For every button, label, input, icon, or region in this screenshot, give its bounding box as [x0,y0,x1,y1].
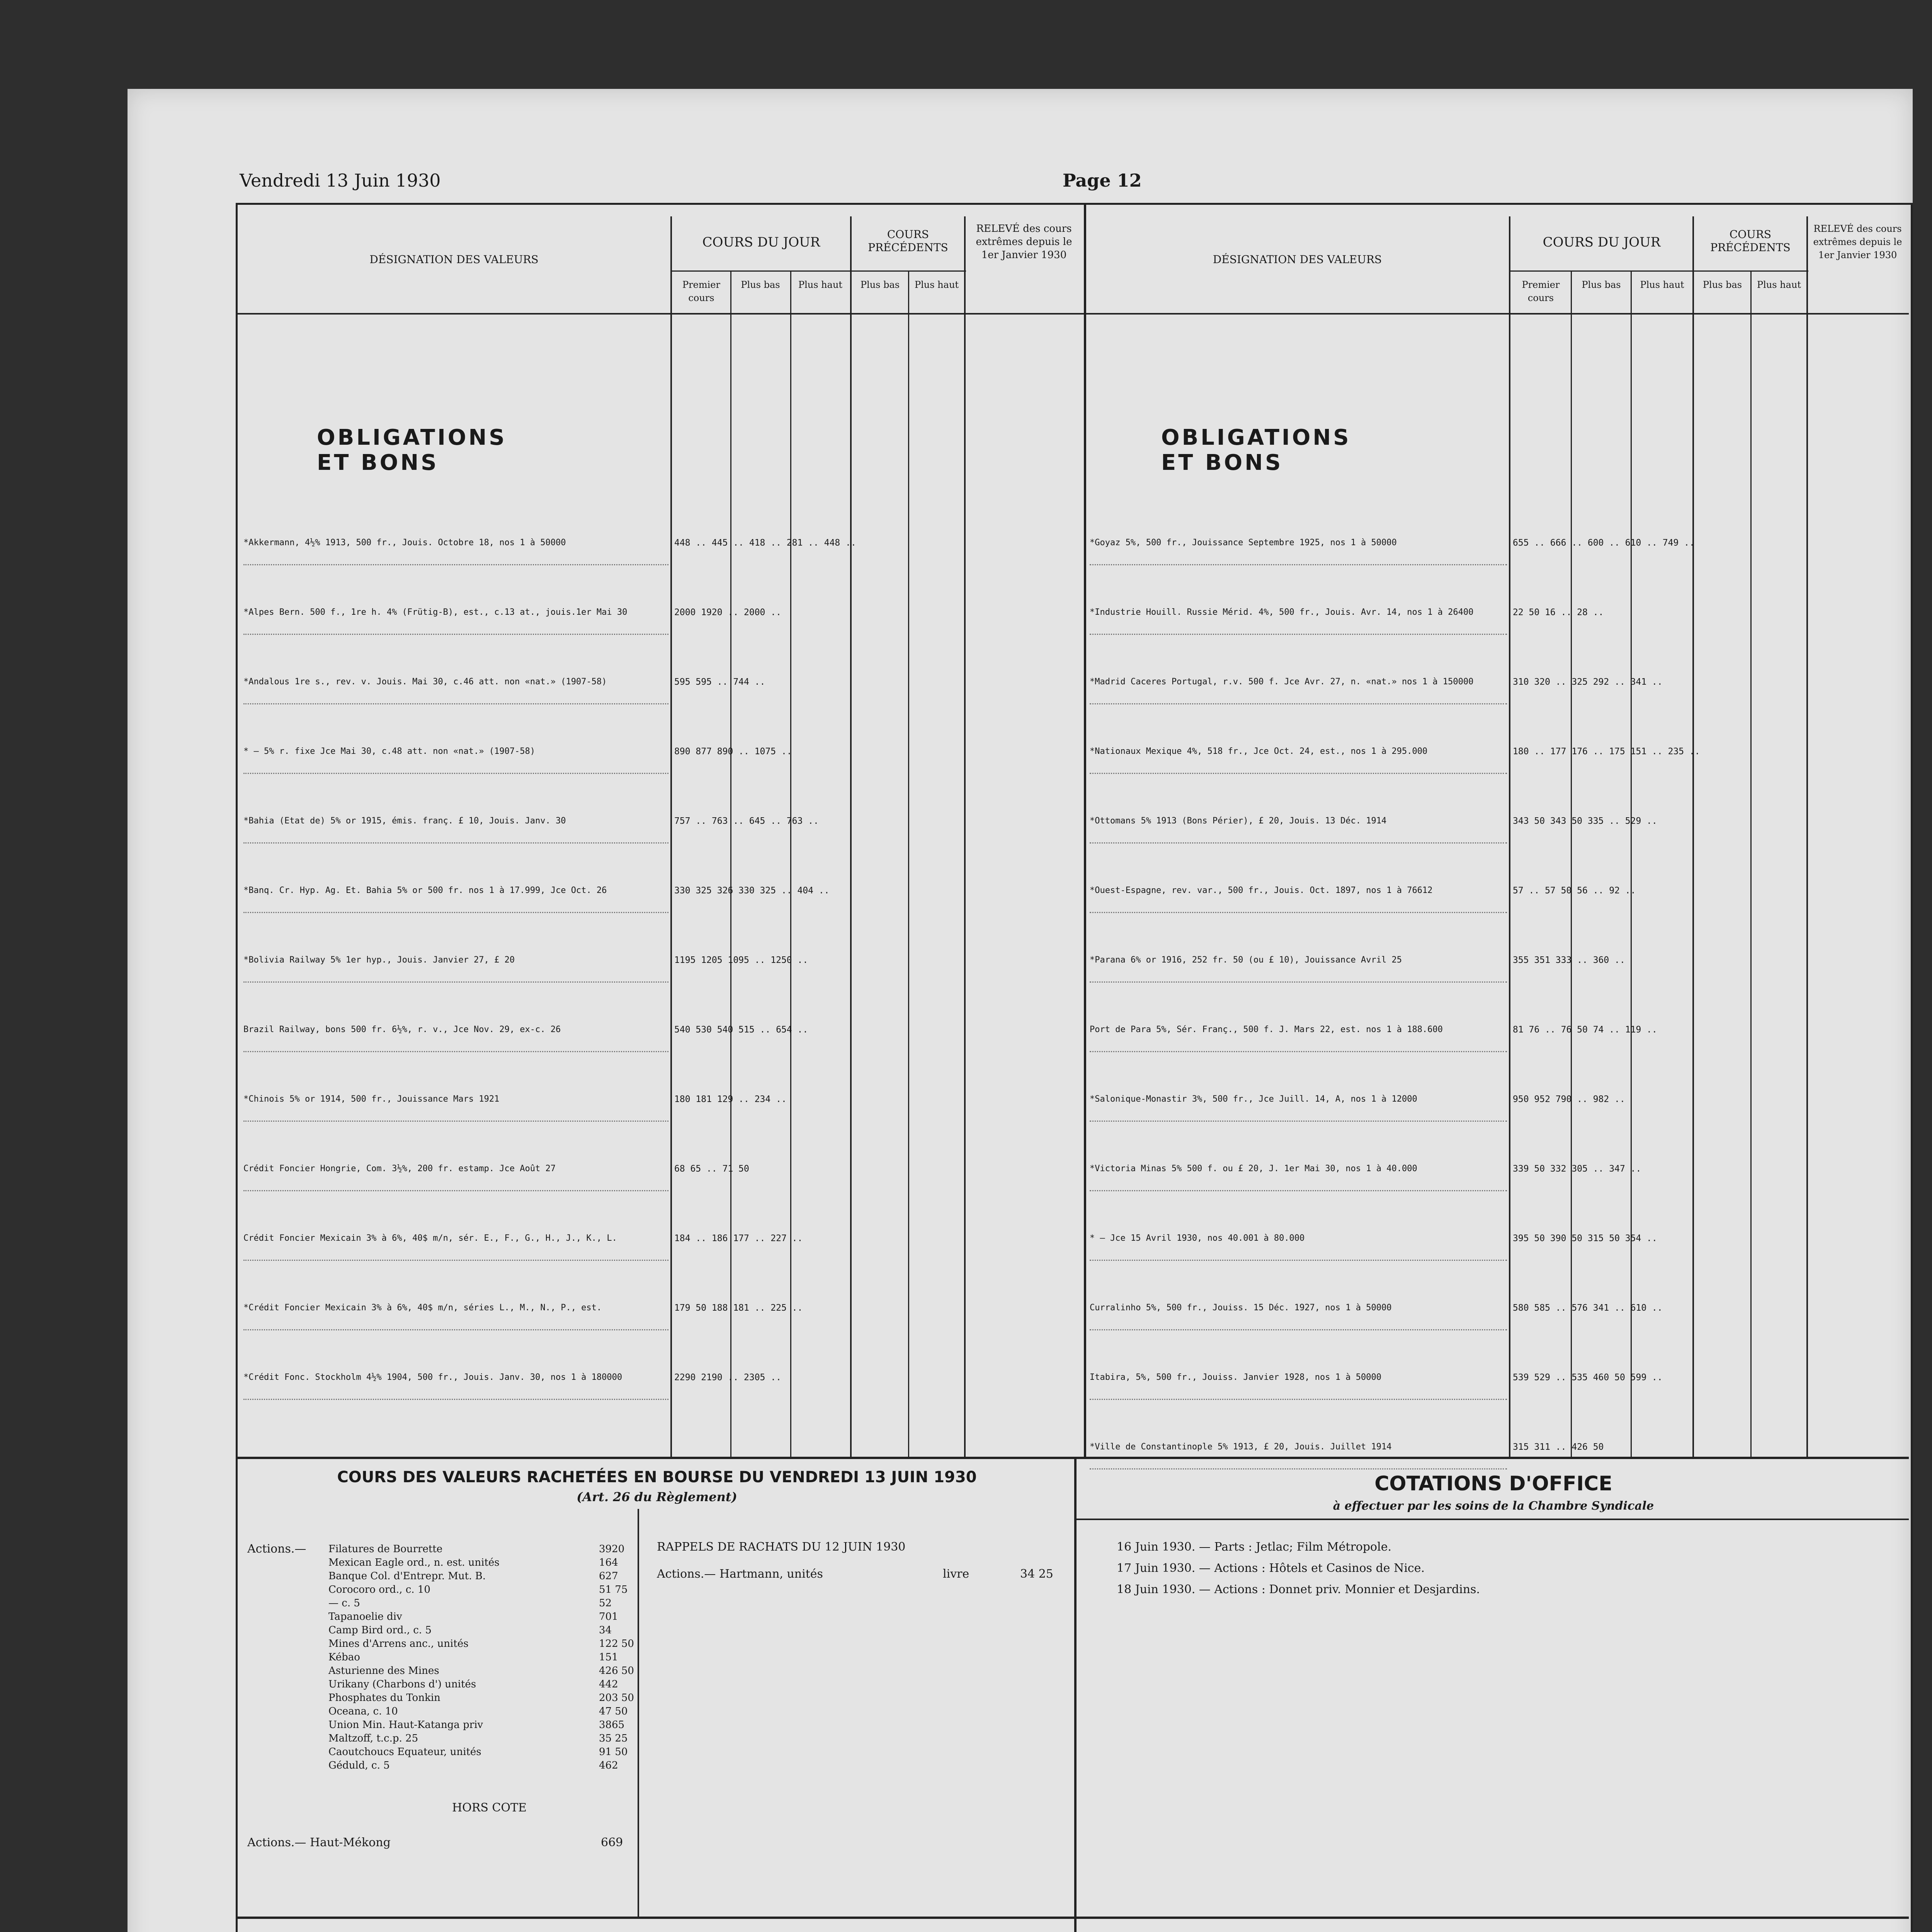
hors-cote-title: HORS COTE [452,1801,527,1815]
rachat-value: 3920 [599,1543,625,1555]
rachat-name: Filatures de Bourrette [328,1543,443,1555]
plus-bas-header: Plus bas [1582,279,1621,290]
obligation-name: *Ottomans 5% 1913 (Bons Périer), £ 20, Jouis. 13 Déc. 1914 [1090,816,1387,826]
page-number: Page 12 [1063,170,1142,191]
dot-leader [1090,634,1507,635]
dot-leader [1090,1399,1507,1400]
obligation-values: 950 952 790 .. 982 .. [1513,1094,1625,1104]
dot-leader [1090,1468,1507,1469]
obligation-values: 595 595 .. 744 .. [674,677,765,687]
obligation-name: *Bolivia Railway 5% 1er hyp., Jouis. Janvier 27, £ 20 [243,955,515,965]
dot-leader [1090,1051,1507,1052]
rachat-name: Phosphates du Tonkin [328,1692,440,1704]
prec-haut-header: Plus haut [1757,279,1801,290]
rachat-name: Corocoro ord., c. 10 [328,1584,430,1595]
header-rule [238,313,1084,315]
prec-bas-header: Plus bas [860,279,900,290]
dot-leader [1090,1190,1507,1191]
rachat-value: 35 25 [599,1733,628,1744]
obligation-name: *Goyaz 5%, 500 fr., Jouissance Septembre 1925, nos 1 à 50000 [1090,538,1397,548]
obligation-name: * — Jce 15 Avril 1930, nos 40.001 à 80.000 [1090,1233,1305,1243]
dot-leader [1090,703,1507,704]
designation-header: DÉSIGNATION DES VALEURS [1213,253,1382,266]
col-rule [730,270,731,1457]
releve-header: RELEVÉ des cours extrêmes depuis le 1er Janvier 1930 [976,223,1072,261]
obligation-name: *Crédit Foncier Mexicain 3% à 6%, 40$ m/n, séries L., M., N., P., est. [243,1303,602,1313]
header-rule [1086,313,1909,315]
rappels-rachats-unit: livre [943,1567,969,1581]
obligation-values: 448 .. 445 .. 418 .. 281 .. 448 .. [674,538,856,548]
header-rule [1509,270,1808,272]
obligation-values: 180 181 129 .. 234 .. [674,1094,787,1104]
dot-leader [243,912,668,913]
rachat-value: 701 [599,1611,618,1622]
obligation-name: *Banq. Cr. Hyp. Ag. Et. Bahia 5% or 500 fr. nos 1 à 17.999, Jce Oct. 26 [243,886,607,895]
dot-leader [243,1190,668,1191]
section-title: OBLIGATIONS ET BONS [1161,425,1351,475]
obligation-values: 890 877 890 .. 1075 .. [674,747,792,757]
cours-precedents-header: COURS PRÉCÉDENTS [868,228,948,254]
cotation-line: 17 Juin 1930. — Actions : Hôtels et Casinos de Nice. [1117,1561,1425,1575]
dot-leader [243,1260,668,1261]
rachat-name: Urikany (Charbons d') unités [328,1679,476,1690]
section-rule [238,1917,1909,1919]
section-rule [238,1457,1909,1459]
obligation-name: *Bahia (Etat de) 5% or 1915, émis. franç. £ 10, Jouis. Janv. 30 [243,816,566,826]
rachat-value: 203 50 [599,1692,634,1704]
col-rule [964,216,966,1457]
obligation-name: Curralinho 5%, 500 fr., Jouiss. 15 Déc. 1927, nos 1 à 50000 [1090,1303,1392,1313]
dot-leader [1090,1121,1507,1122]
rachat-value: 122 50 [599,1638,634,1650]
cotation-line: 16 Juin 1930. — Parts : Jetlac; Film Métropole. [1117,1540,1391,1554]
rachat-name: Maltzoff, t.c.p. 25 [328,1733,418,1744]
dot-leader [1090,1260,1507,1261]
rachat-value: 91 50 [599,1746,628,1758]
dot-leader [1090,981,1507,983]
dot-leader [243,842,668,844]
dot-leader [243,773,668,774]
obligation-values: 179 50 188 181 .. 225 .. [674,1303,803,1313]
rachat-name: Caoutchoucs Equateur, unités [328,1746,481,1758]
dot-leader [243,1329,668,1330]
hors-cote-value: 669 [601,1836,623,1849]
dot-leader [243,564,668,565]
rachat-value: 47 50 [599,1706,628,1717]
rachat-name: Banque Col. d'Entrepr. Mut. B. [328,1570,486,1582]
obligation-values: 1195 1205 1095 .. 1250 .. [674,955,808,965]
rappels-rachats-value: 34 25 [1020,1567,1053,1581]
col-rule [1631,270,1632,1457]
obligation-name: *Ville de Constantinople 5% 1913, £ 20, Jouis. Juillet 1914 [1090,1442,1392,1452]
obligation-name: Crédit Foncier Mexicain 3% à 6%, 40$ m/n, sér. E., F., G., H., J., K., L. [243,1233,617,1243]
obligation-values: 540 530 540 515 .. 654 .. [674,1025,808,1035]
obligation-name: Brazil Railway, bons 500 fr. 6½%, r. v., Jce Nov. 29, ex-c. 26 [243,1025,561,1034]
dot-leader [243,1051,668,1052]
obligation-values: 580 585 .. 576 341 .. 610 .. [1513,1303,1663,1313]
obligation-name: * — 5% r. fixe Jce Mai 30, c.48 att. non «nat.» (1907-58) [243,747,535,756]
prec-bas-header: Plus bas [1702,279,1742,290]
col-rule [1750,270,1752,1457]
col-rule [670,216,672,1457]
col-rule [638,1509,639,1917]
premier-cours-header: Premier cours [682,279,720,303]
obligation-name: *Industrie Houill. Russie Mérid. 4%, 500 fr., Jouis. Avr. 14, nos 1 à 26400 [1090,607,1474,617]
obligation-name: *Parana 6% or 1916, 252 fr. 50 (ou £ 10), Jouissance Avril 25 [1090,955,1402,965]
column-divider [1084,205,1086,1459]
cours-precedents-header: COURS PRÉCÉDENTS [1710,228,1791,254]
cotation-line: 18 Juin 1930. — Actions : Donnet priv. Monnier et Desjardins. [1117,1583,1480,1596]
obligation-values: 315 311 .. 426 50 [1513,1442,1604,1452]
dot-leader [1090,842,1507,844]
col-rule [1509,216,1510,1457]
obligation-values: 81 76 .. 76 50 74 .. 119 .. [1513,1025,1657,1035]
rachat-value: 462 [599,1760,618,1771]
obligation-values: 22 50 16 .. 28 .. [1513,607,1604,617]
dot-leader [1090,773,1507,774]
header-rule [1076,1519,1909,1520]
running-head [240,170,1862,197]
rachat-value: 627 [599,1570,618,1582]
rappels-rachats-item: Actions.— Hartmann, unités [657,1567,823,1581]
rachat-value: 426 50 [599,1665,634,1677]
cotations-subtitle: à effectuer par les soins de la Chambre Syndicale [1333,1499,1654,1513]
page-date: Vendredi 13 Juin 1930 [240,170,441,191]
obligation-name: *Akkermann, 4½% 1913, 500 fr., Jouis. Octobre 18, nos 1 à 50000 [243,538,566,548]
rachat-value: 51 75 [599,1584,628,1595]
dot-leader [1090,1329,1507,1330]
cours-jour-header: COURS DU JOUR [702,235,820,250]
rachat-name: Asturienne des Mines [328,1665,439,1677]
rachat-name: Tapanoelie div [328,1611,402,1622]
section-title: OBLIGATIONS ET BONS [317,425,507,475]
obligation-name: *Andalous 1re s., rev. v. Jouis. Mai 30, c.46 att. non «nat.» (1907-58) [243,677,607,687]
rachat-value: 34 [599,1624,612,1636]
obligation-values: 180 .. 177 176 .. 175 151 .. 235 .. [1513,747,1700,757]
cotations-title: COTATIONS D'OFFICE [1374,1472,1612,1495]
rachat-value: 52 [599,1597,612,1609]
dot-leader [1090,912,1507,913]
column-divider [1074,1459,1077,1918]
col-rule [1806,216,1808,1457]
actions-label: Actions.— [247,1542,306,1556]
plus-haut-header: Plus haut [798,279,843,290]
designation-header: DÉSIGNATION DES VALEURS [369,253,539,266]
rachat-value: 164 [599,1557,618,1568]
col-rule [1692,216,1694,1457]
obligation-values: 355 351 333 .. 360 .. [1513,955,1625,965]
dot-leader [243,703,668,704]
premier-cours-header: Premier cours [1522,279,1560,303]
plus-bas-header: Plus bas [741,279,780,290]
dot-leader [1090,564,1507,565]
obligation-name: *Salonique-Monastir 3%, 500 fr., Jce Juill. 14, A, nos 1 à 12000 [1090,1094,1417,1104]
hors-cote-item: Actions.— Haut-Mékong [247,1836,391,1849]
column-divider [1074,1918,1077,1932]
rachat-value: 3865 [599,1719,625,1731]
obligation-name: *Nationaux Mexique 4%, 518 fr., Jce Oct. 24, est., nos 1 à 295.000 [1090,747,1428,756]
obligation-values: 2000 1920 .. 2000 .. [674,607,781,617]
obligation-name: *Madrid Caceres Portugal, r.v. 500 f. Jce Avr. 27, n. «nat.» nos 1 à 150000 [1090,677,1474,687]
obligation-name: Port de Para 5%, Sér. Franç., 500 f. J. Mars 22, est. nos 1 à 188.600 [1090,1025,1443,1034]
obligation-values: 310 320 .. 325 292 .. 341 .. [1513,677,1663,687]
obligation-values: 184 .. 186 177 .. 227 .. [674,1233,803,1243]
col-rule [850,216,852,1457]
rachat-name: Oceana, c. 10 [328,1706,398,1717]
rachetees-title: COURS DES VALEURS RACHETÉES EN BOURSE DU VENDREDI 13 JUIN 1930 [337,1468,977,1486]
dot-leader [243,1121,668,1122]
obligation-values: 539 529 .. 535 460 50 599 .. [1513,1372,1663,1383]
col-rule [908,270,909,1457]
obligation-name: Itabira, 5%, 500 fr., Jouiss. Janvier 1928, nos 1 à 50000 [1090,1372,1381,1382]
col-rule [790,270,791,1457]
col-rule [1571,270,1572,1457]
plus-haut-header: Plus haut [1640,279,1684,290]
dot-leader [243,1399,668,1400]
obligation-values: 68 65 .. 71 50 [674,1164,749,1174]
rachetees-subtitle: (Art. 26 du Règlement) [577,1490,737,1504]
header-rule [670,270,966,272]
rachat-name: Union Min. Haut-Katanga priv [328,1719,483,1731]
obligation-name: *Crédit Fonc. Stockholm 4½% 1904, 500 fr., Jouis. Janv. 30, nos 1 à 180000 [243,1372,622,1382]
obligation-values: 655 .. 666 .. 600 .. 610 .. 749 .. [1513,538,1695,548]
cours-jour-header: COURS DU JOUR [1543,235,1661,250]
rachat-name: Kébao [328,1651,360,1663]
rachat-value: 442 [599,1679,618,1690]
obligation-name: Crédit Foncier Hongrie, Com. 3½%, 200 fr. estamp. Jce Août 27 [243,1164,556,1173]
rappels-rachats-title: RAPPELS DE RACHATS DU 12 JUIN 1930 [657,1540,906,1554]
obligation-name: *Ouest-Espagne, rev. var., 500 fr., Jouis. Oct. 1897, nos 1 à 76612 [1090,886,1433,895]
obligation-name: *Victoria Minas 5% 500 f. ou £ 20, J. 1er Mai 30, nos 1 à 40.000 [1090,1164,1417,1173]
obligation-values: 330 325 326 330 325 .. 404 .. [674,886,830,896]
obligation-name: *Chinois 5% or 1914, 500 fr., Jouissance Mars 1921 [243,1094,500,1104]
dot-leader [243,634,668,635]
obligation-values: 2290 2190 .. 2305 .. [674,1372,781,1383]
rachat-value: 151 [599,1651,618,1663]
rachat-name: Camp Bird ord., c. 5 [328,1624,432,1636]
rachat-name: Mines d'Arrens anc., unités [328,1638,469,1650]
obligation-values: 757 .. 763 .. 645 .. 763 .. [674,816,819,826]
obligation-name: *Alpes Bern. 500 f., 1re h. 4% (Frütig-B), est., c.13 at., jouis.1er Mai 30 [243,607,628,617]
rachat-name: Mexican Eagle ord., n. est. unités [328,1557,500,1568]
obligation-values: 57 .. 57 50 56 .. 92 .. [1513,886,1636,896]
dot-leader [243,981,668,983]
obligation-values: 395 50 390 50 315 50 354 .. [1513,1233,1657,1243]
obligation-values: 339 50 332 305 .. 347 .. [1513,1164,1641,1174]
releve-header: RELEVÉ des cours extrêmes depuis le 1er Janvier 1930 [1813,223,1902,260]
obligation-values: 343 50 343 50 335 .. 529 .. [1513,816,1657,826]
rachat-name: — c. 5 [328,1597,360,1609]
prec-haut-header: Plus haut [914,279,959,290]
rachat-name: Géduld, c. 5 [328,1760,390,1771]
